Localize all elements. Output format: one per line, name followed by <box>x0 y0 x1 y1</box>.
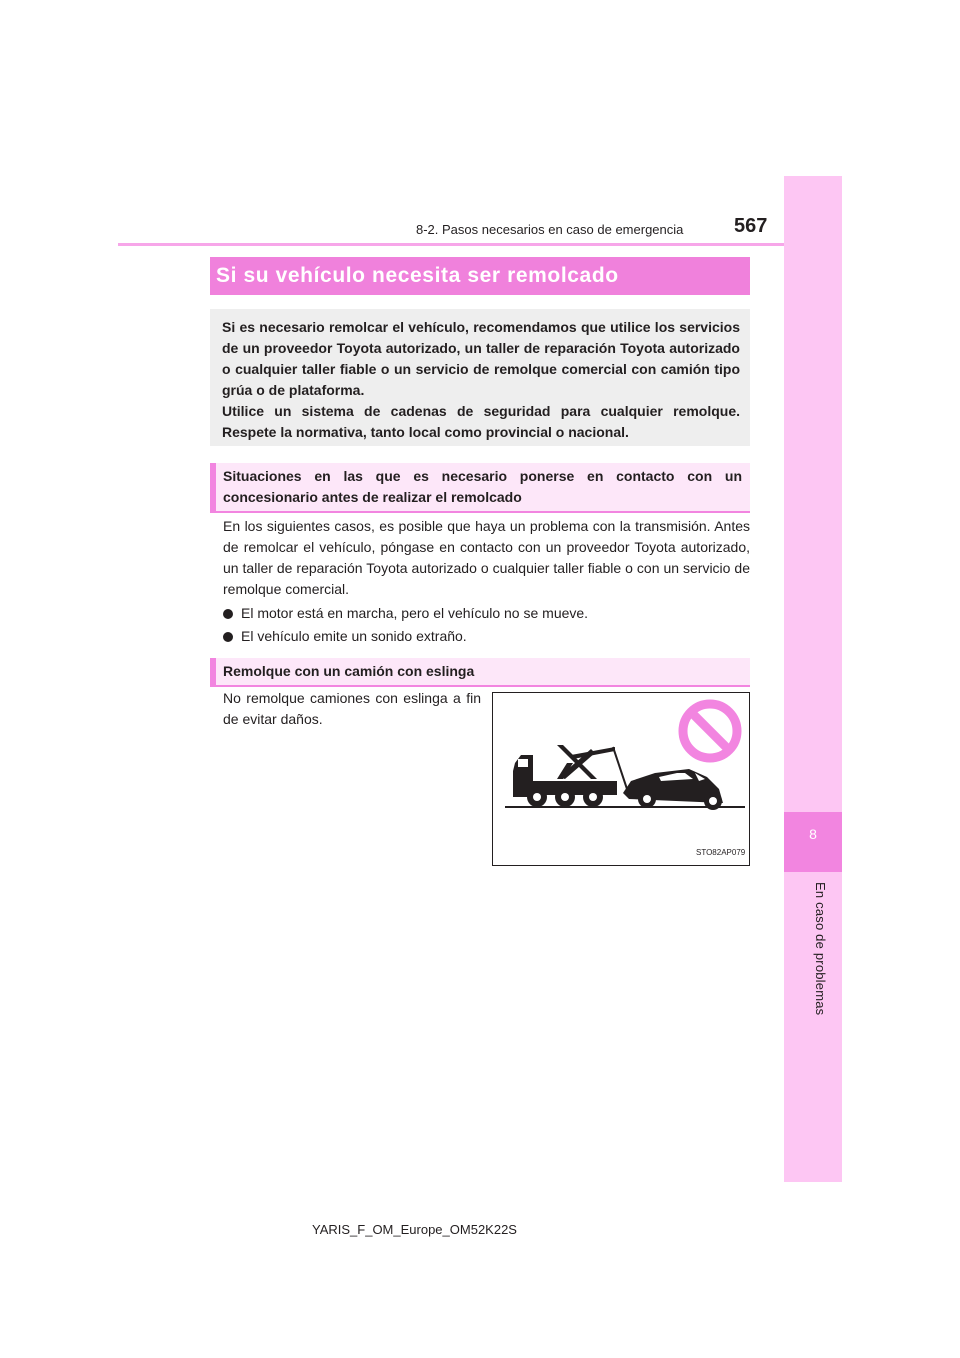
bullet-text: El vehículo emite un sonido extraño. <box>241 628 467 644</box>
bullet-item <box>223 603 588 624</box>
intro-text-2: Utilice un sistema de cadenas de seguridad para cualquier remolque. Respete la normativa, tanto local como provincial o nacional. <box>222 403 740 440</box>
section-heading-sling <box>210 658 750 687</box>
chapter-side-tab <box>784 176 842 1182</box>
intro-box <box>210 309 750 446</box>
page-number: 567 <box>734 215 768 237</box>
bullet-text: El motor está en marcha, pero el vehículo no se mueve. <box>241 605 589 621</box>
section-heading-sling-text: Remolque con un camión con eslinga <box>223 663 475 679</box>
figure-code: STO82AP079 <box>696 848 746 857</box>
header-divider <box>118 243 784 246</box>
intro-text: Si es necesario remolcar el vehículo, recomendamos que utilice los servicios de un proveedor Toyota autorizado, un taller de reparación Toyota autorizado o cualquier taller fiable o un servicio de remolque comercial con camión tipo grúa o de plataforma. <box>222 319 740 398</box>
bullet-icon <box>223 632 233 642</box>
bullet-item <box>223 626 467 647</box>
page-title-bar <box>210 257 750 295</box>
section-heading-dealer <box>210 463 750 513</box>
bullet-icon <box>223 609 233 619</box>
page-title: Si su vehículo necesita ser remolcado <box>216 264 619 287</box>
section-body-dealer: En los siguientes casos, es posible que haya un problema con la transmisión. Antes de remolcar el vehículo, póngase en contacto con un proveedor Toyota autorizado, un taller de reparación Toyota autorizado o cualquier taller fiable o con un servicio de remolque comercial. <box>223 518 750 597</box>
chapter-number: 8 <box>809 826 817 842</box>
section-body-sling: No remolque camiones con eslinga a fin de evitar daños. <box>223 690 481 727</box>
chapter-number-tab <box>784 812 842 872</box>
tow-truck-icon <box>513 745 617 807</box>
footer-doc-id: YARIS_F_OM_Europe_OM52K22S <box>312 1222 517 1237</box>
prohibited-icon <box>683 704 737 758</box>
car-icon <box>623 769 723 810</box>
tow-scene <box>493 693 749 865</box>
sling-tow-illustration <box>492 692 750 866</box>
section-heading-dealer-text: Situaciones en las que es necesario ponerse en contacto con un concesionario antes de realizar el remolcado <box>223 468 742 505</box>
header-section-title: 8-2. Pasos necesarios en caso de emergencia <box>416 222 684 237</box>
chapter-label: En caso de problemas <box>813 882 828 1016</box>
